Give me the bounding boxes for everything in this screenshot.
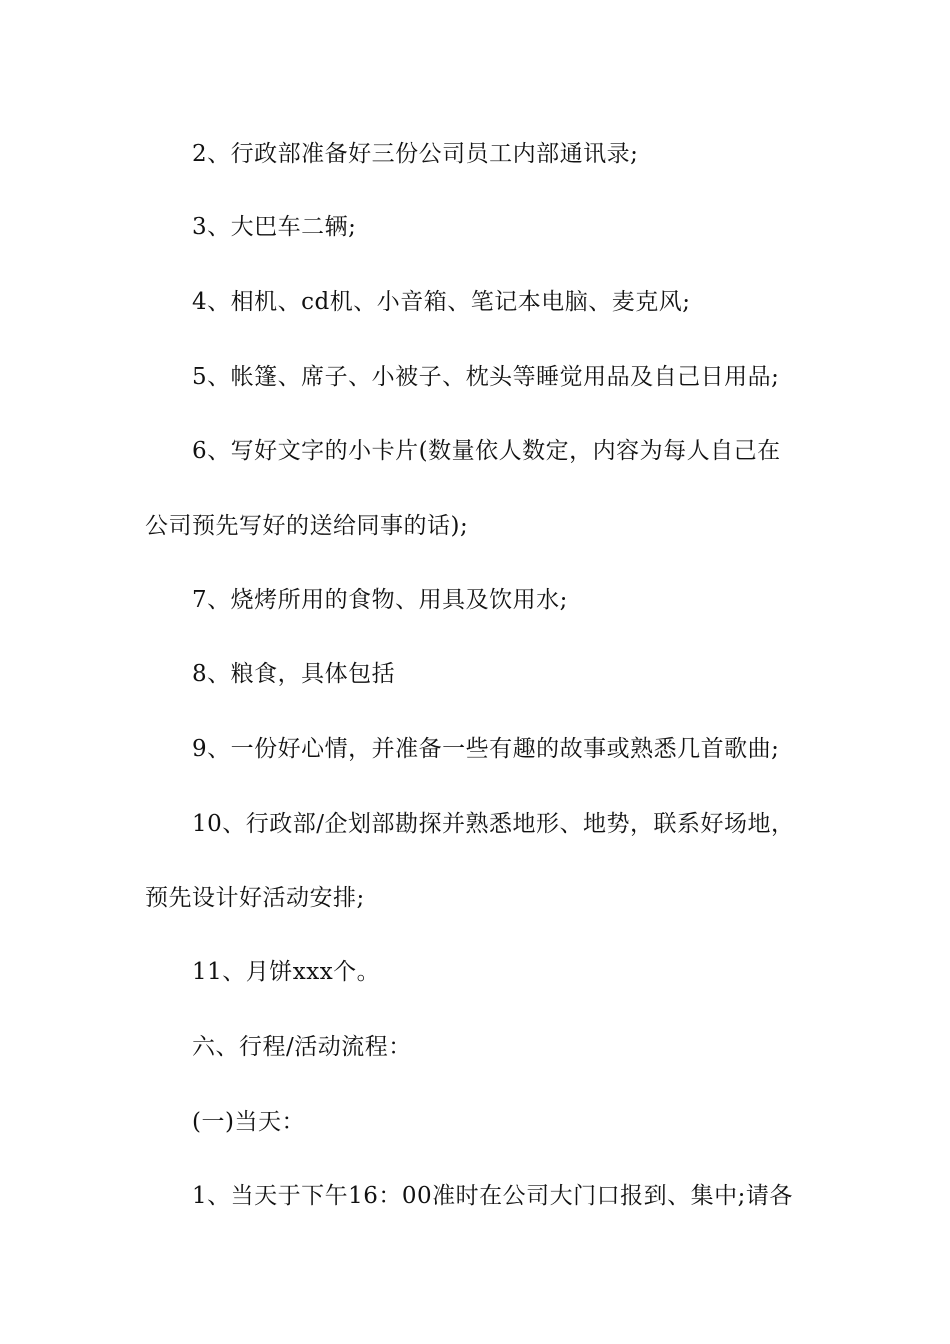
item-9-line: 9、一份好心情，并准备一些有趣的故事或熟悉几首歌曲;	[192, 736, 780, 762]
item-10-line: 10、行政部/企划部勘探并熟悉地形、地势，联系好场地，	[192, 811, 795, 837]
item-2-line: 2、行政部准备好三份公司员工内部通讯录;	[192, 141, 639, 167]
item-6-continuation: 公司预先写好的送给同事的话);	[145, 513, 469, 539]
item-4-line: 4、相机、cd机、小音箱、笔记本电脑、麦克风;	[192, 289, 691, 315]
item-11-line: 11、月饼xxx个。	[192, 959, 381, 985]
item-8-line: 8、粮食，具体包括	[192, 661, 396, 687]
subsection-1-heading: (一)当天：	[192, 1109, 305, 1135]
item-5-line: 5、帐篷、席子、小被子、枕头等睡觉用品及自己日用品;	[192, 364, 780, 390]
item-6-line: 6、写好文字的小卡片(数量依人数定，内容为每人自己在	[192, 438, 781, 464]
item-7-line: 7、烧烤所用的食物、用具及饮用水;	[192, 587, 568, 613]
item-3-line: 3、大巴车二辆;	[192, 214, 357, 240]
section-6-heading: 六、行程/活动流程：	[192, 1034, 412, 1060]
schedule-item-1-line: 1、当天于下午16：00准时在公司大门口报到、集中;请各	[192, 1183, 793, 1209]
item-10-continuation: 预先设计好活动安排;	[145, 885, 365, 911]
